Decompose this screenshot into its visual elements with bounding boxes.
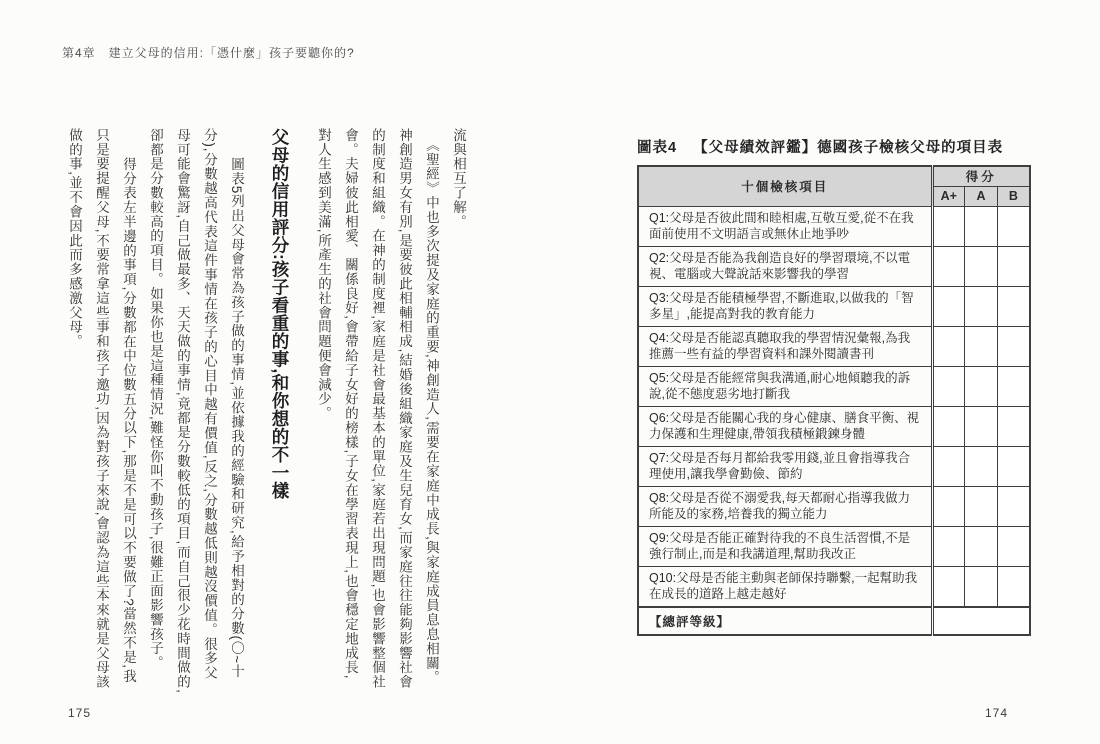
table-row: [638, 446, 1030, 486]
item-header-cell: 十個檢核項目: [638, 166, 932, 206]
table-row: [638, 486, 1030, 526]
figure-title: 【父母績效評鑑】德國孩子檢核父母的項目表: [693, 140, 1004, 156]
table-row: [638, 526, 1030, 566]
score-cell-b: [997, 406, 1030, 446]
score-cell-b: [997, 206, 1030, 246]
text-column: 《聖經》中也多次提及家庭的重要,神創造人,需要在家庭中成長,與家庭成員息息相關。: [424, 138, 439, 685]
score-cell-b: [997, 446, 1030, 486]
page-number-right: 174: [984, 706, 1008, 720]
table-row: [638, 206, 1030, 246]
table-row: [638, 246, 1030, 286]
item-text: Q7:父母是否每月都給我零用錢,並且會指導我合理使用,讓我學會勤儉、節約: [638, 446, 932, 486]
score-cell-a: [965, 326, 998, 366]
score-cell-b: [997, 566, 1030, 607]
score-column-header-b: B: [997, 186, 1030, 206]
item-text: Q8:父母是否從不溺愛我,每天都耐心指導我做力所能及的家務,培養我的獨立能力: [638, 486, 932, 526]
item-text: Q6:父母是否能關心我的身心健康、膳食平衡、視力保護和生理健康,帶領我積極鍛鍊身體: [638, 406, 932, 446]
score-cell-b: [997, 486, 1030, 526]
text-column: 做的事,並不會因此而多感激父母。: [67, 128, 82, 349]
item-text: Q2:父母是否能為我創造良好的學習環境,不以電視、電腦或大聲說話來影響我的學習: [638, 246, 932, 286]
overall-grade-label: 【總評等級】: [638, 607, 932, 635]
table-header: [638, 166, 1030, 206]
score-header-cell: 得分: [932, 166, 1030, 186]
page-number-left: 175: [68, 706, 92, 720]
score-cell-aplus: [932, 526, 965, 566]
parent-checklist-table: [637, 165, 1031, 636]
figure-area: [637, 136, 1031, 636]
text-column: 神創造男女有別,是要彼此相輔相成,結婚後組織家庭及生兒育女,而家庭往往能夠影響社會: [397, 128, 412, 690]
text-column: 得分表左半邊的事項,分數都在中位數五分以下,那是不是可以不要做了?當然不是,我: [121, 157, 136, 684]
table-row: [638, 406, 1030, 446]
score-cell-a: [965, 446, 998, 486]
item-text: Q9:父母是否能正確對待我的不良生活習慣,不是強行制止,而是和我講道理,幫助我改正: [638, 526, 932, 566]
item-text: Q5:父母是否能經常與我溝通,耐心地傾聽我的訴說,從不態度惡劣地打斷我: [638, 366, 932, 406]
score-cell-b: [997, 326, 1030, 366]
text-column: 的制度和組織。在神的制度裡,家庭是社會最基本的單位,家庭若出現問題,也會影響整個社: [370, 128, 385, 690]
score-cell-aplus: [932, 206, 965, 246]
text-column: 只是要提醒父母,不要常拿這些事和孩子邀功,因為對孩子來說,會認為這些本來就是父母該: [94, 128, 109, 690]
text-column: 會。夫婦彼此相愛、關係良好,會帶給子女好的榜樣,子女在學習表現上,也會穩定地成長,: [343, 128, 358, 680]
score-cell-b: [997, 246, 1030, 286]
text-column: 對人生感到美滿,所產生的社會問題便會減少。: [316, 128, 331, 421]
score-cell-aplus: [932, 566, 965, 607]
score-cell-a: [965, 246, 998, 286]
score-cell-aplus: [932, 326, 965, 366]
score-cell-a: [965, 286, 998, 326]
item-text: Q3:父母是否能積極學習,不斷進取,以做我的「智多星」,能提高對我的教育能力: [638, 286, 932, 326]
score-cell-a: [965, 406, 998, 446]
vertical-text-block: [50, 128, 472, 696]
score-cell-aplus: [932, 446, 965, 486]
score-cell-b: [997, 526, 1030, 566]
score-cell-aplus: [932, 486, 965, 526]
table-row: [638, 286, 1030, 326]
score-cell-aplus: [932, 246, 965, 286]
table-row: [638, 366, 1030, 406]
score-column-header-a: A: [965, 186, 998, 206]
section-heading: 父母的信用評分:孩子看重的事,和你想的不一樣: [270, 128, 290, 500]
score-column-header-aplus: A+: [932, 186, 965, 206]
overall-grade-row: [638, 607, 1030, 635]
score-cell-aplus: [932, 286, 965, 326]
table-row: [638, 326, 1030, 366]
checklist-body: [638, 206, 1030, 607]
score-cell-b: [997, 366, 1030, 406]
figure-title-row: [637, 136, 1031, 157]
table-row: [638, 566, 1030, 607]
score-cell-a: [965, 206, 998, 246]
score-cell-a: [965, 366, 998, 406]
text-column: 分),分數越高代表這件事情在孩子的心目中越有價值,反之,分數越低則越沒價值。很多父: [202, 128, 217, 681]
item-text: Q1:父母是否彼此間和睦相處,互敬互愛,從不在我面前使用不文明語言或無休止地爭吵: [638, 206, 932, 246]
item-text: Q10:父母是否能主動與老師保持聯繫,一起幫助我在成長的道路上越走越好: [638, 566, 932, 607]
score-cell-a: [965, 486, 998, 526]
score-cell-a: [965, 526, 998, 566]
text-column: 流與相互了解。: [451, 128, 466, 229]
text-column: 卻都是分數較高的項目。如果你也是這種情況,難怪你叫不動孩子,很難正面影響孩子。: [148, 128, 163, 671]
overall-grade-cell: [932, 607, 1030, 635]
score-cell-b: [997, 286, 1030, 326]
score-cell-a: [965, 566, 998, 607]
item-text: Q4:父母是否能認真聽取我的學習情況彙報,為我推薦一些有益的學習資料和課外閱讀書刊: [638, 326, 932, 366]
score-cell-aplus: [932, 406, 965, 446]
text-column: 圖表5列出父母會常為孩子做的事情,並依據我的經驗和研究,給予相對的分數(〇~十: [229, 157, 244, 679]
chapter-header: 第4章 建立父母的信用:「憑什麼」孩子要聽你的?: [62, 46, 355, 60]
figure-label: 圖表4: [637, 140, 678, 156]
text-column: 母可能會驚訝,自己做最多、天天做的事情,竟都是分數較低的項目,而自己很少花時間做的,: [175, 128, 190, 694]
score-cell-aplus: [932, 366, 965, 406]
